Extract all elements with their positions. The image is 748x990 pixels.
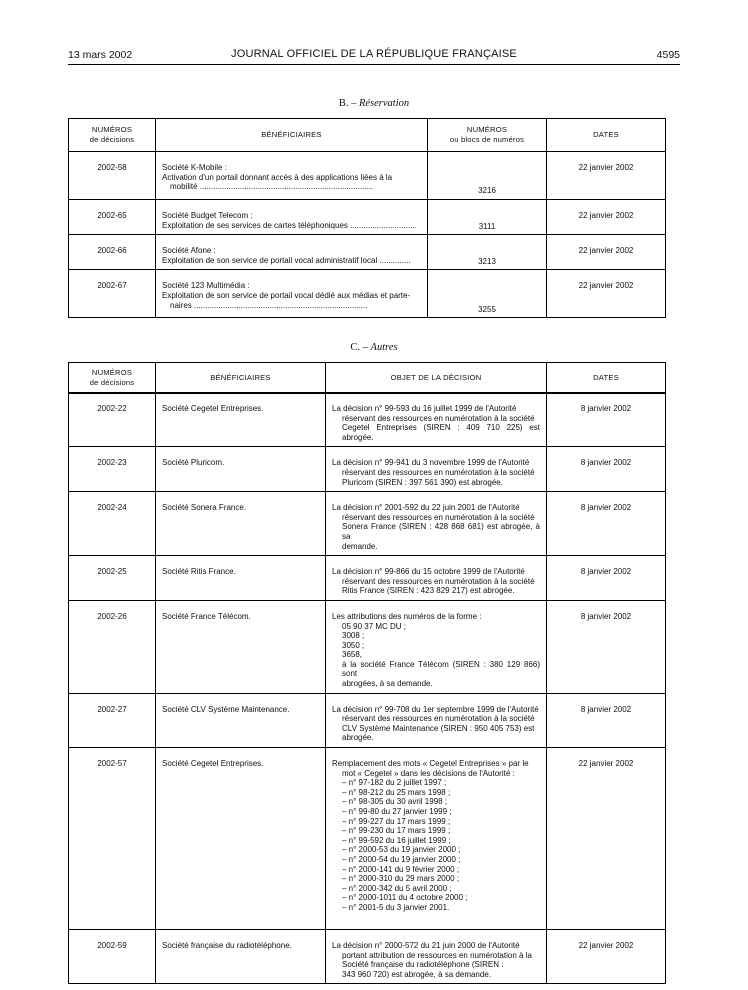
reservation-table bbox=[68, 118, 666, 318]
decision-date: 22 janvier 2002 bbox=[547, 152, 666, 200]
table-row bbox=[69, 152, 666, 200]
beneficiary: Société Cegetel Entreprises. bbox=[156, 393, 326, 447]
beneficiary: Société CLV Système Maintenance. bbox=[156, 693, 326, 747]
decision-object bbox=[326, 556, 547, 601]
decision-date: 8 janvier 2002 bbox=[547, 393, 666, 447]
beneficiary: Société Sonera France. bbox=[156, 492, 326, 556]
decision-number: 2002-22 bbox=[69, 393, 156, 447]
object-line: Société française du radiotéléphone (SIREN : bbox=[342, 960, 504, 970]
purpose-text: Exploitation de ses services de cartes téléphoniques .............................. bbox=[162, 220, 417, 230]
object-line: réservant des ressources en numérotation à la société bbox=[342, 714, 535, 724]
decision-number: 2002-58 bbox=[69, 152, 156, 200]
object-line: – n° 2000-54 du 19 janvier 2000 ; bbox=[342, 854, 461, 864]
object-line: 3050 ; bbox=[342, 640, 365, 650]
object-line: – n° 2001-5 du 3 janvier 2001. bbox=[342, 902, 450, 912]
decision-number: 2002-23 bbox=[69, 447, 156, 492]
object-line: CLV Système Maintenance (SIREN : 950 405 753) est bbox=[342, 723, 535, 733]
col-header-objet: OBJET DE LA DÉCISION bbox=[326, 363, 547, 394]
table-header-row bbox=[69, 363, 666, 394]
company-name: Société Afone : bbox=[162, 246, 216, 256]
decision-object bbox=[326, 748, 547, 930]
table-header-row bbox=[69, 119, 666, 152]
decision-number: 2002-59 bbox=[69, 930, 156, 984]
beneficiary-cell bbox=[156, 152, 428, 200]
object-line: réservant des ressources en numérotation à la société bbox=[342, 467, 535, 477]
decision-number: 2002-26 bbox=[69, 600, 156, 693]
other-decisions-table bbox=[68, 362, 666, 394]
page-number: 4595 bbox=[656, 49, 680, 61]
decision-object bbox=[326, 600, 547, 693]
number-block: 3213 bbox=[428, 235, 547, 270]
beneficiary-cell bbox=[156, 270, 428, 318]
col-header-beneficiaires: BÉNÉFICIAIRES bbox=[156, 119, 428, 152]
object-line: 343 960 720) est abrogée, à sa demande. bbox=[342, 969, 491, 979]
journal-title: JOURNAL OFFICIEL DE LA RÉPUBLIQUE FRANÇAISE bbox=[231, 48, 517, 60]
object-line: – n° 2000-310 du 29 mars 2000 ; bbox=[342, 874, 460, 884]
object-line: – n° 2000-1011 du 4 octobre 2000 ; bbox=[342, 893, 468, 903]
col-header-dates: DATES bbox=[547, 363, 666, 394]
object-line: à la société France Télécom (SIREN : 380 129 866) sont bbox=[342, 659, 540, 679]
section-b-title: Réservation bbox=[358, 98, 410, 109]
table-row bbox=[69, 492, 666, 556]
section-b-heading bbox=[0, 98, 748, 109]
decision-object bbox=[326, 447, 547, 492]
decision-number: 2002-65 bbox=[69, 200, 156, 235]
decision-date: 22 janvier 2002 bbox=[547, 748, 666, 930]
object-line: – n° 97-182 du 2 juillet 1997 ; bbox=[342, 778, 447, 788]
decision-date: 8 janvier 2002 bbox=[547, 556, 666, 601]
header-text: NUMÉROS bbox=[466, 125, 508, 135]
object-line: réservant des ressources en numérotation à la société bbox=[342, 512, 535, 522]
col-header-numeros bbox=[69, 363, 156, 394]
object-line: – n° 2000-53 du 19 janvier 2000 ; bbox=[342, 845, 461, 855]
header-text: NUMÉROS bbox=[91, 368, 133, 378]
beneficiary: Société France Télécom. bbox=[156, 600, 326, 693]
decision-number: 2002-66 bbox=[69, 235, 156, 270]
company-name: Société 123 Multimédia : bbox=[162, 281, 250, 291]
page-header bbox=[68, 47, 680, 65]
number-block: 3255 bbox=[428, 270, 547, 318]
object-line: La décision n° 99-941 du 3 novembre 1999 de l'Autorité bbox=[332, 458, 530, 468]
decision-number: 2002-25 bbox=[69, 556, 156, 601]
object-line: – n° 99-80 du 27 janvier 1999 ; bbox=[342, 807, 452, 816]
header-text: de décisions bbox=[89, 378, 135, 387]
beneficiary-cell bbox=[156, 235, 428, 270]
decision-date: 22 janvier 2002 bbox=[547, 235, 666, 270]
decision-date: 8 janvier 2002 bbox=[547, 693, 666, 747]
decision-object bbox=[326, 930, 547, 984]
decision-number: 2002-27 bbox=[69, 693, 156, 747]
table-row bbox=[69, 556, 666, 601]
header-rule bbox=[68, 64, 680, 65]
purpose-text: naires .............................................................................. bbox=[170, 300, 368, 310]
object-line: La décision n° 2001-592 du 22 juin 2001 de l'Autorité bbox=[332, 503, 520, 513]
table-row bbox=[69, 200, 666, 235]
col-header-dates: DATES bbox=[547, 119, 666, 152]
section-c-title: Autres bbox=[370, 342, 398, 353]
col-header-numeros bbox=[69, 119, 156, 152]
object-line: Cegetel Entreprises (SIREN : 409 710 225) est abrogée. bbox=[342, 423, 540, 442]
beneficiary: Société Ritis France. bbox=[156, 556, 326, 601]
decision-number: 2002-57 bbox=[69, 748, 156, 930]
decision-object bbox=[326, 492, 547, 556]
object-line: 3658, bbox=[342, 650, 363, 660]
table-row bbox=[69, 447, 666, 492]
object-line: 05 90 37 MC DU ; bbox=[342, 621, 407, 631]
purpose-text: mobilité .............................................................................. bbox=[170, 182, 374, 192]
decision-date: 22 janvier 2002 bbox=[547, 200, 666, 235]
object-line: réservant des ressources en numérotation à la société bbox=[342, 576, 535, 586]
section-b-prefix: B. – bbox=[338, 98, 357, 109]
decision-date: 8 janvier 2002 bbox=[547, 600, 666, 693]
number-block: 3111 bbox=[428, 200, 547, 235]
object-line: Pluricom (SIREN : 397 561 390) est abrogée. bbox=[342, 477, 503, 487]
decision-date: 22 janvier 2002 bbox=[547, 270, 666, 318]
decision-date: 22 janvier 2002 bbox=[547, 930, 666, 984]
section-c-heading bbox=[0, 342, 748, 353]
table-row bbox=[69, 235, 666, 270]
section-c-prefix: C. – bbox=[350, 342, 368, 353]
purpose-text: Exploitation de son service de portail vocal administratif local .............. bbox=[162, 255, 411, 265]
table-row bbox=[69, 693, 666, 747]
company-name: Société Budget Telecom : bbox=[162, 211, 253, 220]
object-line: 3008 ; bbox=[342, 631, 365, 641]
company-name: Société K-Mobile : bbox=[162, 163, 227, 172]
object-line: – n° 99-227 du 17 mars 1999 ; bbox=[342, 816, 451, 826]
other-decisions-body bbox=[68, 392, 666, 984]
object-line: Sonera France (SIREN : 428 868 681) est abrogée, à sa bbox=[342, 522, 540, 541]
object-line: Les attributions des numéros de la forme : bbox=[332, 611, 482, 621]
object-line: La décision n° 99-593 du 16 juillet 1999 de l'Autorité bbox=[332, 404, 517, 413]
object-line: – n° 98-212 du 25 mars 1998 ; bbox=[342, 787, 451, 797]
decision-object bbox=[326, 693, 547, 747]
object-line: réservant des ressources en numérotation à la société bbox=[342, 413, 535, 423]
object-line: – n° 2000-342 du 5 avril 2000 ; bbox=[342, 883, 452, 893]
object-line: Remplacement des mots « Cegetel Entreprises » par le bbox=[332, 759, 529, 769]
table-row bbox=[69, 393, 666, 447]
object-line: mot « Cegetel » dans les décisions de l'Autorité : bbox=[342, 768, 515, 778]
purpose-text: Exploitation de son service de portail vocal dédié aux médias et parte- bbox=[162, 290, 411, 300]
object-line: portant attribution de ressources en numérotation à la bbox=[342, 950, 532, 960]
beneficiary: Société Pluricom. bbox=[156, 447, 326, 492]
table-row bbox=[69, 270, 666, 318]
object-line: – n° 99-592 du 16 juillet 1999 ; bbox=[342, 835, 451, 845]
object-line: abrogées, à sa demande. bbox=[342, 679, 433, 689]
decision-number: 2002-24 bbox=[69, 492, 156, 556]
header-date: 13 mars 2002 bbox=[68, 49, 133, 61]
table-row bbox=[69, 930, 666, 984]
col-header-blocs bbox=[428, 119, 547, 152]
header-text: NUMÉROS bbox=[91, 125, 133, 135]
decision-number: 2002-67 bbox=[69, 270, 156, 318]
header-text: ou blocs de numéros bbox=[449, 135, 525, 144]
beneficiary: Société Cegetel Entreprises. bbox=[156, 748, 326, 930]
object-line: – n° 2000-141 du 9 février 2000 ; bbox=[342, 864, 460, 874]
object-line: – n° 99-230 du 17 mars 1999 ; bbox=[342, 826, 451, 836]
object-line: demande. bbox=[342, 541, 378, 551]
beneficiary: Société française du radiotéléphone. bbox=[156, 930, 326, 984]
table-row bbox=[69, 748, 666, 930]
decision-date: 8 janvier 2002 bbox=[547, 447, 666, 492]
object-line: Ritis France (SIREN : 423 829 217) est abrogée. bbox=[342, 586, 515, 596]
col-header-beneficiaires: BÉNÉFICIAIRES bbox=[156, 363, 326, 394]
object-line: abrogée. bbox=[342, 733, 374, 743]
decision-object bbox=[326, 393, 547, 447]
purpose-text: Activation d'un portail donnant accès à des applications liées à la bbox=[162, 172, 393, 182]
object-line: La décision n° 99-866 du 15 octobre 1999 de l'Autorité bbox=[332, 567, 525, 577]
table-row bbox=[69, 600, 666, 693]
beneficiary-cell bbox=[156, 200, 428, 235]
object-line: La décision n° 99-708 du 1er septembre 1999 de l'Autorité bbox=[332, 704, 539, 714]
object-line: – n° 98-305 du 30 avril 1998 ; bbox=[342, 797, 448, 807]
decision-date: 8 janvier 2002 bbox=[547, 492, 666, 556]
header-text: de décisions bbox=[89, 135, 135, 144]
number-block: 3216 bbox=[428, 152, 547, 200]
object-line: La décision n° 2000-572 du 21 juin 2000 de l'Autorité bbox=[332, 941, 520, 951]
